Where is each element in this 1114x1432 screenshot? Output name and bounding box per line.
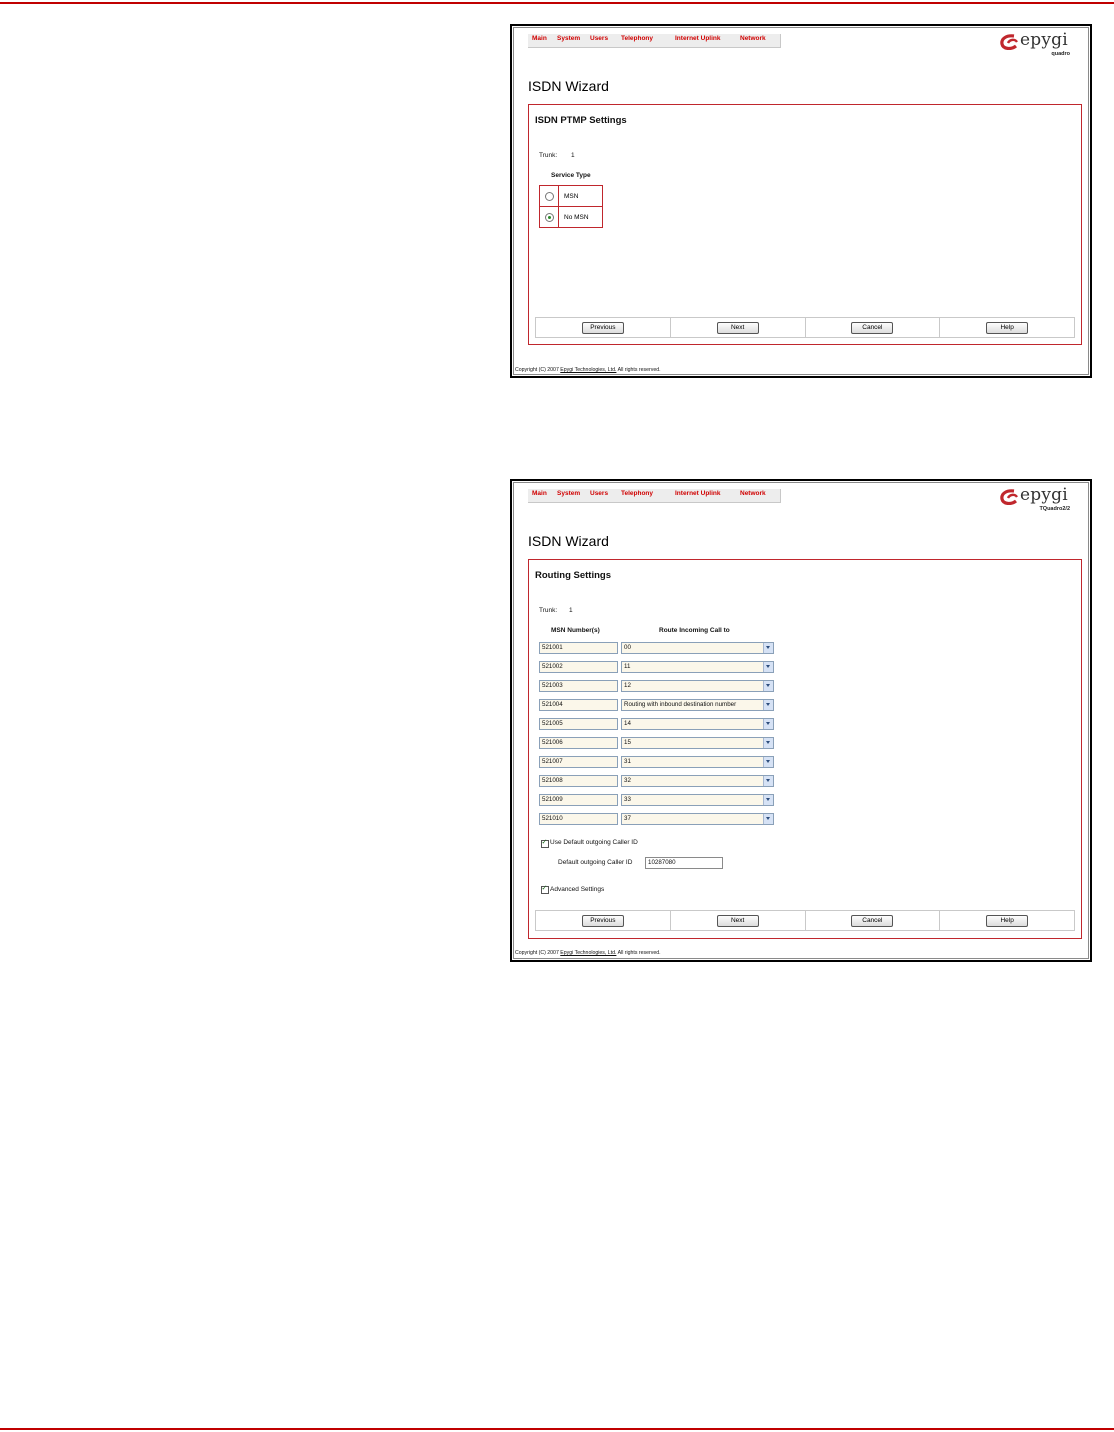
advanced-settings-checkbox[interactable] bbox=[541, 886, 549, 894]
panel-title: Routing Settings bbox=[535, 570, 611, 581]
logo-brand-text: epygi bbox=[1020, 485, 1068, 505]
trunk-value: 1 bbox=[571, 152, 575, 159]
msn-number-input[interactable]: 521006 bbox=[539, 737, 618, 749]
nav-network[interactable]: Network bbox=[740, 35, 766, 42]
chevron-down-icon[interactable] bbox=[763, 643, 773, 653]
epygi-logo-mark-icon bbox=[1000, 34, 1022, 50]
copyright-prefix: Copyright (C) 2007 bbox=[515, 950, 559, 956]
route-call-value: 00 bbox=[624, 644, 631, 651]
msn-number-input[interactable]: 521004 bbox=[539, 699, 618, 711]
nav-users[interactable]: Users bbox=[590, 35, 609, 42]
epygi-logo bbox=[1000, 487, 1070, 517]
route-call-value: 32 bbox=[624, 777, 631, 784]
default-cid-input[interactable]: 10287080 bbox=[645, 857, 723, 869]
route-call-value: 33 bbox=[624, 796, 631, 803]
wizard-button-bar bbox=[535, 317, 1075, 338]
msn-number-input[interactable]: 521010 bbox=[539, 813, 618, 825]
service-type-options bbox=[539, 185, 603, 228]
msn-number-input[interactable]: 521002 bbox=[539, 661, 618, 673]
nav-network[interactable]: Network bbox=[740, 490, 766, 497]
cancel-button[interactable]: Cancel bbox=[851, 322, 893, 334]
logo-brand-text: epygi bbox=[1020, 30, 1068, 50]
chevron-down-icon[interactable] bbox=[763, 662, 773, 672]
trunk-label: Trunk: bbox=[539, 152, 558, 159]
no-msn-option-label: No MSN bbox=[559, 207, 603, 228]
msn-number-input[interactable]: 521007 bbox=[539, 756, 618, 768]
top-rule bbox=[0, 2, 1114, 4]
top-nav bbox=[528, 34, 781, 48]
copyright-footer bbox=[515, 950, 661, 956]
route-call-select[interactable] bbox=[621, 642, 774, 654]
default-cid-label: Default outgoing Caller ID bbox=[558, 859, 633, 866]
help-button[interactable]: Help bbox=[986, 915, 1028, 927]
route-call-select[interactable] bbox=[621, 737, 774, 749]
copyright-suffix: All rights reserved. bbox=[617, 367, 661, 373]
msn-number-input[interactable]: 521009 bbox=[539, 794, 618, 806]
help-button[interactable]: Help bbox=[986, 322, 1028, 334]
route-call-value: Routing with inbound destination number bbox=[624, 701, 737, 708]
logo-model-text: quadro bbox=[1051, 51, 1070, 57]
chevron-down-icon[interactable] bbox=[763, 795, 773, 805]
panel-title: ISDN PTMP Settings bbox=[535, 115, 627, 126]
page-title: ISDN Wizard bbox=[528, 533, 609, 549]
epygi-logo-mark-icon bbox=[1000, 489, 1022, 505]
route-call-value: 12 bbox=[624, 682, 631, 689]
page-title: ISDN Wizard bbox=[528, 78, 609, 94]
top-nav bbox=[528, 489, 781, 503]
route-call-select[interactable] bbox=[621, 718, 774, 730]
trunk-value: 1 bbox=[569, 607, 573, 614]
chevron-down-icon[interactable] bbox=[763, 776, 773, 786]
option-row-no-msn bbox=[540, 207, 603, 228]
nav-telephony[interactable]: Telephony bbox=[621, 35, 654, 42]
route-call-select[interactable] bbox=[621, 813, 774, 825]
service-type-label: Service Type bbox=[551, 172, 591, 179]
route-call-select[interactable] bbox=[621, 661, 774, 673]
chevron-down-icon[interactable] bbox=[763, 814, 773, 824]
copyright-link[interactable]: Epygi Technologies, Ltd. bbox=[560, 950, 617, 956]
option-row-msn bbox=[540, 186, 603, 207]
msn-number-input[interactable]: 521001 bbox=[539, 642, 618, 654]
advanced-settings-label: Advanced Settings bbox=[550, 886, 605, 893]
chevron-down-icon[interactable] bbox=[763, 700, 773, 710]
use-default-cid-checkbox[interactable] bbox=[541, 840, 549, 848]
route-call-value: 31 bbox=[624, 758, 631, 765]
msn-number-input[interactable]: 521005 bbox=[539, 718, 618, 730]
copyright-suffix: All rights reserved. bbox=[617, 950, 661, 956]
trunk-label: Trunk: bbox=[539, 607, 558, 614]
route-call-select[interactable] bbox=[621, 756, 774, 768]
nav-main[interactable]: Main bbox=[532, 35, 547, 42]
msn-radio[interactable] bbox=[545, 192, 554, 201]
logo-model-text: TQuadro2/2 bbox=[1039, 506, 1070, 512]
nav-telephony[interactable]: Telephony bbox=[621, 490, 654, 497]
next-button[interactable]: Next bbox=[717, 915, 759, 927]
wizard-button-bar bbox=[535, 910, 1075, 931]
route-call-select[interactable] bbox=[621, 794, 774, 806]
screenshot-isdn-ptmp bbox=[510, 24, 1092, 378]
wizard-panel bbox=[528, 104, 1082, 345]
no-msn-radio[interactable] bbox=[545, 213, 554, 222]
nav-system[interactable]: System bbox=[557, 490, 581, 497]
wizard-panel bbox=[528, 559, 1082, 939]
nav-internet-uplink[interactable]: Internet Uplink bbox=[675, 35, 721, 42]
route-call-value: 14 bbox=[624, 720, 631, 727]
next-button[interactable]: Next bbox=[717, 322, 759, 334]
chevron-down-icon[interactable] bbox=[763, 681, 773, 691]
msn-option-label: MSN bbox=[559, 186, 603, 207]
chevron-down-icon[interactable] bbox=[763, 719, 773, 729]
route-call-select[interactable] bbox=[621, 699, 774, 711]
bottom-rule bbox=[0, 1428, 1114, 1430]
route-call-select[interactable] bbox=[621, 775, 774, 787]
copyright-footer bbox=[515, 367, 661, 373]
msn-number-input[interactable]: 521003 bbox=[539, 680, 618, 692]
copyright-prefix: Copyright (C) 2007 bbox=[515, 367, 559, 373]
msn-number-input[interactable]: 521008 bbox=[539, 775, 618, 787]
copyright-link[interactable]: Epygi Technologies, Ltd. bbox=[560, 367, 617, 373]
chevron-down-icon[interactable] bbox=[763, 738, 773, 748]
nav-main[interactable]: Main bbox=[532, 490, 547, 497]
route-call-select[interactable] bbox=[621, 680, 774, 692]
previous-button[interactable]: Previous bbox=[582, 322, 624, 334]
previous-button[interactable]: Previous bbox=[582, 915, 624, 927]
route-call-value: 15 bbox=[624, 739, 631, 746]
nav-users[interactable]: Users bbox=[590, 490, 609, 497]
nav-system[interactable]: System bbox=[557, 35, 581, 42]
screenshot-routing-settings bbox=[510, 479, 1092, 962]
msn-column-header: MSN Number(s) bbox=[551, 627, 600, 634]
epygi-logo bbox=[1000, 32, 1070, 62]
nav-internet-uplink[interactable]: Internet Uplink bbox=[675, 490, 721, 497]
route-call-value: 37 bbox=[624, 815, 631, 822]
chevron-down-icon[interactable] bbox=[763, 757, 773, 767]
cancel-button[interactable]: Cancel bbox=[851, 915, 893, 927]
route-column-header: Route Incoming Call to bbox=[659, 627, 730, 634]
route-call-value: 11 bbox=[624, 663, 631, 670]
use-default-cid-label: Use Default outgoing Caller ID bbox=[550, 839, 638, 846]
